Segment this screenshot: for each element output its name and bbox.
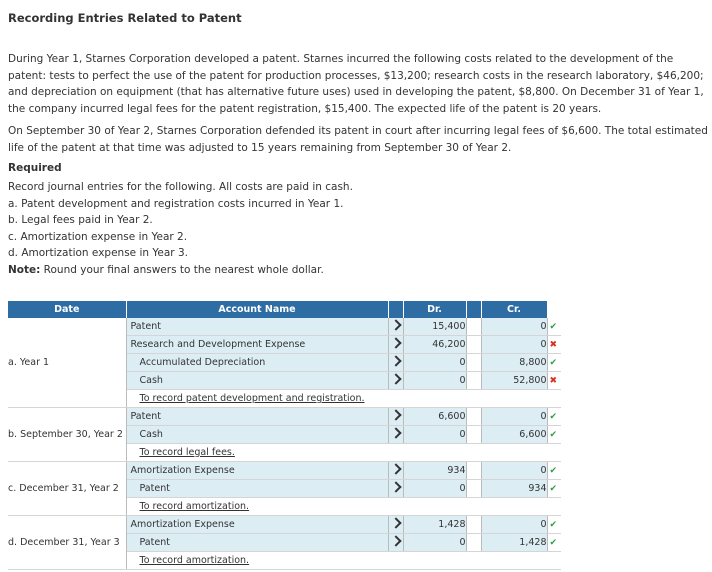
account-dropdown-button[interactable]: [388, 408, 403, 426]
chevron-down-icon: [390, 409, 401, 420]
rounding-note: [8, 262, 353, 279]
date-column-header: Date: [8, 301, 126, 318]
account-name: Patent: [130, 321, 161, 332]
column-spacer: [466, 318, 481, 336]
entry-date: c. December 31, Year 2: [8, 462, 126, 516]
account-name: Patent: [130, 411, 161, 422]
chevron-down-icon: [390, 517, 401, 528]
chevron-down-icon: [390, 427, 401, 438]
status-cell: [547, 354, 561, 372]
account-dropdown-button[interactable]: [388, 480, 403, 498]
credit-column-header: Cr.: [481, 301, 547, 318]
account-dropdown-button[interactable]: [388, 426, 403, 444]
chevron-down-icon: [390, 373, 401, 384]
account-name: Amortization Expense: [130, 519, 235, 530]
required-list: [8, 179, 353, 278]
journal-entry-row: [8, 516, 561, 534]
debit-input[interactable]: 6,600: [403, 408, 466, 426]
required-item-c: c. Amortization expense in Year 2.: [8, 230, 188, 243]
chevron-down-icon: [390, 355, 401, 366]
status-cell: [547, 462, 561, 480]
account-dropdown-button[interactable]: [388, 534, 403, 552]
required-heading: Required: [8, 162, 62, 174]
entry-date: a. Year 1: [8, 318, 126, 408]
status-cell: [547, 516, 561, 534]
entry-date: b. September 30, Year 2: [8, 408, 126, 462]
account-dropdown-button[interactable]: [388, 516, 403, 534]
credit-input[interactable]: 0: [481, 516, 547, 534]
account-select[interactable]: [126, 354, 388, 372]
debit-input[interactable]: 1,428: [403, 516, 466, 534]
credit-input[interactable]: 1,428: [481, 534, 547, 552]
account-select[interactable]: [126, 336, 388, 354]
column-spacer: [466, 336, 481, 354]
select-column-header: [388, 301, 403, 318]
account-select[interactable]: [126, 480, 388, 498]
note-label: Note:: [8, 263, 41, 276]
credit-input[interactable]: 0: [481, 318, 547, 336]
check-icon: ✔: [549, 484, 558, 494]
check-icon: ✔: [549, 430, 558, 440]
credit-input[interactable]: 0: [481, 408, 547, 426]
account-select[interactable]: [126, 462, 388, 480]
entry-memo: [126, 498, 388, 516]
check-icon: ✔: [549, 538, 558, 548]
chevron-down-icon: [390, 337, 401, 348]
debit-input[interactable]: 15,400: [403, 318, 466, 336]
entry-memo: [126, 390, 388, 408]
chevron-down-icon: [390, 463, 401, 474]
account-dropdown-button[interactable]: [388, 336, 403, 354]
memo-text: To record legal fees.: [139, 447, 235, 458]
entry-date: d. December 31, Year 3: [8, 516, 126, 570]
credit-input[interactable]: 934: [481, 480, 547, 498]
column-spacer: [466, 480, 481, 498]
debit-input[interactable]: 0: [403, 480, 466, 498]
spacer-column-header: [466, 301, 481, 318]
journal-entry-row: [8, 318, 561, 336]
check-icon: ✔: [549, 466, 558, 476]
chevron-down-icon: [390, 319, 401, 330]
column-spacer: [466, 516, 481, 534]
memo-text: To record amortization.: [139, 555, 250, 566]
credit-input[interactable]: 6,600: [481, 426, 547, 444]
account-dropdown-button[interactable]: [388, 372, 403, 390]
column-spacer: [466, 534, 481, 552]
problem-paragraph-2: On September 30 of Year 2, Starnes Corporation defended its patent in court after incurring legal fees of $6,600. The total estimated life of the patent at that time was adjusted to 15 years remaining from September 30 of Year 2.: [8, 125, 708, 154]
debit-input[interactable]: 934: [403, 462, 466, 480]
status-cell: [547, 372, 561, 390]
credit-input[interactable]: 0: [481, 336, 547, 354]
column-spacer: [466, 408, 481, 426]
account-name: Amortization Expense: [130, 465, 235, 476]
status-cell: [547, 480, 561, 498]
account-name: Cash: [139, 375, 163, 386]
debit-input[interactable]: 46,200: [403, 336, 466, 354]
column-spacer: [466, 462, 481, 480]
account-dropdown-button[interactable]: [388, 318, 403, 336]
credit-input[interactable]: 52,800: [481, 372, 547, 390]
status-cell: [547, 318, 561, 336]
debit-input[interactable]: 0: [403, 534, 466, 552]
check-icon: ✔: [549, 358, 558, 368]
credit-input[interactable]: 0: [481, 462, 547, 480]
status-column-header: [547, 301, 561, 318]
status-cell: [547, 426, 561, 444]
journal-entry-body: [8, 318, 561, 570]
debit-input[interactable]: 0: [403, 372, 466, 390]
account-select[interactable]: [126, 318, 388, 336]
table-header-row: [8, 301, 561, 318]
account-select[interactable]: [126, 534, 388, 552]
column-spacer: [466, 372, 481, 390]
memo-text: To record amortization.: [139, 501, 250, 512]
status-cell: [547, 336, 561, 354]
account-select[interactable]: [126, 408, 388, 426]
note-text: Round your final answers to the nearest whole dollar.: [40, 263, 324, 276]
credit-input[interactable]: 8,800: [481, 354, 547, 372]
account-name: Patent: [139, 537, 170, 548]
required-item-b: b. Legal fees paid in Year 2.: [8, 214, 153, 226]
account-select[interactable]: [126, 372, 388, 390]
account-name: Research and Development Expense: [130, 339, 306, 350]
column-spacer: [466, 354, 481, 372]
page-title: Recording Entries Related to Patent: [8, 11, 242, 25]
x-icon: ✖: [549, 376, 558, 386]
debit-column-header: Dr.: [403, 301, 466, 318]
problem-paragraph-1: During Year 1, Starnes Corporation developed a patent. Starnes incurred the following costs related to the development of the patent: tests to perfect the use of the patent for production processes, $13,200; research costs in the research laboratory, $46,200; and depreciation on equipment (that has alternative future uses) used in developing the patent, $8,800. On December 31 of Year 1, the company incurred legal fees for the patent registration, $15,400. The expected life of the patent is 20 years.: [8, 53, 704, 115]
account-dropdown-button[interactable]: [388, 354, 403, 372]
required-intro: Record journal entries for the following. All costs are paid in cash.: [8, 181, 353, 193]
account-name: Cash: [139, 429, 163, 440]
account-select[interactable]: [126, 426, 388, 444]
entry-memo: [126, 552, 388, 570]
entry-memo: [126, 444, 388, 462]
debit-input[interactable]: 0: [403, 354, 466, 372]
check-icon: ✔: [549, 520, 558, 530]
status-cell: [547, 408, 561, 426]
journal-entry-table: [8, 301, 562, 570]
account-name: Accumulated Depreciation: [139, 357, 266, 368]
account-name: Patent: [139, 483, 170, 494]
account-select[interactable]: [126, 516, 388, 534]
required-item-d: d. Amortization expense in Year 3.: [8, 247, 188, 259]
memo-text: To record patent development and registration.: [139, 393, 365, 404]
journal-entry-row: [8, 462, 561, 480]
account-dropdown-button[interactable]: [388, 462, 403, 480]
x-icon: ✖: [549, 340, 558, 350]
column-spacer: [466, 426, 481, 444]
status-cell: [547, 534, 561, 552]
account-column-header: Account Name: [126, 301, 388, 318]
debit-input[interactable]: 0: [403, 426, 466, 444]
chevron-down-icon: [390, 535, 401, 546]
chevron-down-icon: [390, 481, 401, 492]
check-icon: ✔: [549, 322, 558, 332]
journal-entry-row: [8, 408, 561, 426]
required-item-a: a. Patent development and registration costs incurred in Year 1.: [8, 197, 344, 210]
check-icon: ✔: [549, 412, 558, 422]
